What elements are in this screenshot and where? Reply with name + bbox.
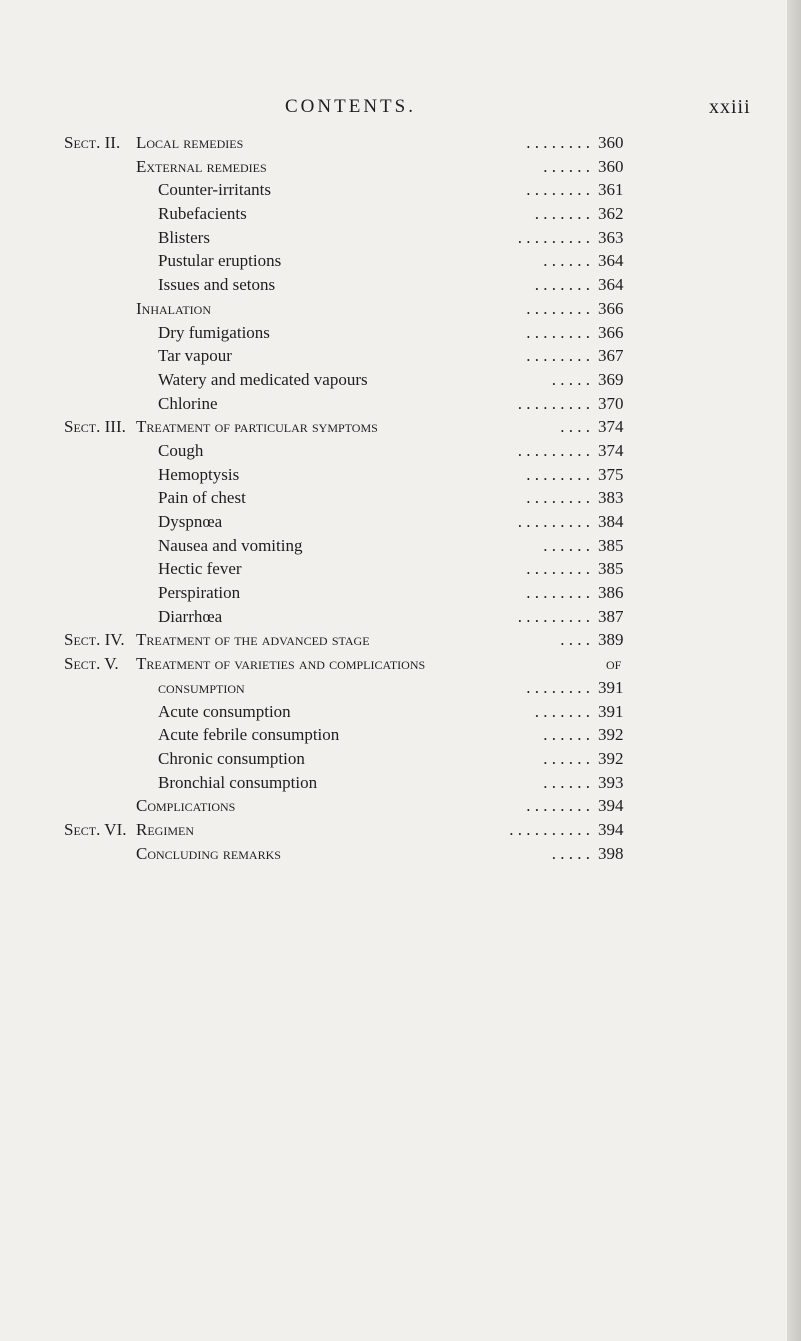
dot-leader: . . . . . . . . . xyxy=(517,227,590,247)
dot-leader: . . . . . . . . xyxy=(526,488,590,508)
page-reference: 370 xyxy=(598,393,624,413)
page-reference: 366 xyxy=(598,298,624,318)
entry-label: Acute consumption xyxy=(158,701,291,721)
page-reference: 374 xyxy=(598,417,624,437)
page-reference: 364 xyxy=(598,251,624,271)
toc-entry xyxy=(0,178,801,202)
dot-leader: . . . . xyxy=(560,630,590,650)
dot-leader: . . . . . xyxy=(551,843,590,863)
toc-entry xyxy=(0,628,801,652)
page-reference: 398 xyxy=(598,843,624,863)
dot-leader: . . . . . . . . xyxy=(526,677,590,697)
toc-entry xyxy=(0,510,801,534)
dot-leader: . . . . . . xyxy=(543,748,590,768)
dot-leader: . . . . . . xyxy=(543,251,590,271)
dot-leader: . . . . . . . . . . xyxy=(509,819,590,839)
entry-label: Perspiration xyxy=(158,583,241,603)
dot-leader: . . . . . . . . xyxy=(526,464,590,484)
section-number: Sect. V. xyxy=(64,654,119,674)
entry-label: Treatment of varieties and complications xyxy=(136,654,426,674)
dot-leader: . . . . . . xyxy=(543,535,590,555)
toc-entry xyxy=(0,131,801,155)
table-of-contents xyxy=(0,131,801,865)
entry-label: Inhalation xyxy=(136,298,211,318)
page-reference: 391 xyxy=(598,701,624,721)
page-reference: 367 xyxy=(598,346,624,366)
dot-leader: . . . . . . xyxy=(543,725,590,745)
toc-entry xyxy=(0,842,801,866)
toc-entry xyxy=(0,700,801,724)
toc-entry xyxy=(0,226,801,250)
toc-entry xyxy=(0,605,801,629)
dot-leader: . . . . . . . . xyxy=(526,559,590,579)
toc-entry xyxy=(0,415,801,439)
dot-leader: . . . . . . . . . xyxy=(517,512,590,531)
entry-label: Treatment of the advanced stage xyxy=(136,630,370,650)
entry-label: Counter-irritants xyxy=(158,180,271,200)
page-reference: 362 xyxy=(598,204,624,224)
entry-label: Hemoptysis xyxy=(158,464,240,484)
toc-entry xyxy=(0,439,801,463)
page-header xyxy=(0,96,801,126)
page-reference: 387 xyxy=(598,606,624,626)
toc-entry xyxy=(0,486,801,510)
page-reference: 389 xyxy=(598,630,624,650)
page-reference: 392 xyxy=(598,725,624,745)
section-number: Sect. II. xyxy=(64,133,121,152)
toc-entry xyxy=(0,321,801,345)
dot-leader: . . . . . . . xyxy=(534,275,590,295)
page-reference: 366 xyxy=(598,322,624,342)
section-number: Sect. III. xyxy=(64,417,126,437)
dot-leader: . . . . . . xyxy=(543,156,590,176)
toc-entry xyxy=(0,368,801,392)
entry-label: Cough xyxy=(158,440,204,460)
entry-label: Watery and medicated vapours xyxy=(158,369,368,389)
entry-label: External remedies xyxy=(136,156,267,176)
dot-leader: . . . . . . . . xyxy=(526,298,590,318)
toc-entry xyxy=(0,676,801,700)
toc-entry xyxy=(0,202,801,226)
dot-leader: . . . . . . . xyxy=(534,701,590,721)
page-reference: 361 xyxy=(598,180,624,200)
page-reference: 374 xyxy=(598,440,624,460)
page-reference: 385 xyxy=(598,535,624,555)
entry-label: Concluding remarks xyxy=(136,843,281,863)
dot-leader: . . . . . . . . xyxy=(526,796,590,816)
dot-leader: . . . . xyxy=(560,417,590,437)
page-reference: 360 xyxy=(598,133,624,152)
entry-label: Acute febrile consumption xyxy=(158,725,340,745)
page-reference: 364 xyxy=(598,275,624,295)
toc-entry xyxy=(0,581,801,605)
page-reference: 375 xyxy=(598,464,624,484)
entry-label: Dry fumigations xyxy=(158,322,270,342)
entry-label: Hectic fever xyxy=(158,559,242,579)
page-reference: 394 xyxy=(598,796,624,816)
entry-label: Nausea and vomiting xyxy=(158,535,303,555)
entry-label: consumption xyxy=(158,677,245,697)
toc-entry xyxy=(0,249,801,273)
entry-label: Diarrhœa xyxy=(158,606,223,626)
page-number: xxiii xyxy=(709,96,751,118)
page-reference: 360 xyxy=(598,156,624,176)
dot-leader: . . . . . . . . xyxy=(526,133,590,152)
dot-leader: . . . . . . . . . xyxy=(517,606,590,626)
page-reference: 369 xyxy=(598,369,624,389)
dot-leader: . . . . . xyxy=(551,369,590,389)
entry-label: Chlorine xyxy=(158,393,218,413)
dot-leader: . . . . . . . . xyxy=(526,346,590,366)
page-reference: 393 xyxy=(598,772,624,792)
toc-entry xyxy=(0,747,801,771)
entry-label: Tar vapour xyxy=(158,346,232,366)
entry-label: Rubefacients xyxy=(158,204,247,224)
toc-entry xyxy=(0,771,801,795)
entry-label: Pustular eruptions xyxy=(158,251,282,271)
dot-leader: . . . . . . . xyxy=(534,204,590,224)
toc-entry xyxy=(0,794,801,818)
page-reference: 391 xyxy=(598,677,624,697)
dot-leader: . . . . . . . . xyxy=(526,583,590,603)
dot-leader: . . . . . . . . xyxy=(526,322,590,342)
entry-label: Regimen xyxy=(136,819,194,839)
toc-entry xyxy=(0,463,801,487)
entry-label: Bronchial consumption xyxy=(158,772,318,792)
entry-label: Issues and setons xyxy=(158,275,276,295)
toc-entry xyxy=(0,723,801,747)
toc-entry xyxy=(0,652,801,676)
toc-entry xyxy=(0,297,801,321)
page-reference: 385 xyxy=(598,559,624,579)
dot-leader: . . . . . . . . . xyxy=(517,393,590,413)
entry-label: Local remedies xyxy=(136,133,244,152)
entry-label-continuation: of xyxy=(606,654,622,674)
dot-leader: . . . . . . . . xyxy=(526,180,590,200)
page-reference: 394 xyxy=(598,819,624,839)
toc-entry xyxy=(0,534,801,558)
page-reference: 384 xyxy=(598,512,624,531)
entry-label: Complications xyxy=(136,796,236,816)
entry-label: Chronic consumption xyxy=(158,748,305,768)
toc-entry xyxy=(0,155,801,179)
entry-label: Blisters xyxy=(158,227,210,247)
toc-entry xyxy=(0,818,801,842)
toc-entry xyxy=(0,392,801,416)
entry-label: Dyspnœa xyxy=(158,512,223,531)
dot-leader: . . . . . . xyxy=(543,772,590,792)
section-number: Sect. VI. xyxy=(64,819,127,839)
entry-label: Treatment of particular symptoms xyxy=(136,417,378,437)
dot-leader: . . . . . . . . . xyxy=(517,440,590,460)
toc-entry xyxy=(0,557,801,581)
toc-entry xyxy=(0,344,801,368)
page-reference: 392 xyxy=(598,748,624,768)
entry-label: Pain of chest xyxy=(158,488,246,508)
page-reference: 383 xyxy=(598,488,624,508)
page-reference: 386 xyxy=(598,583,624,603)
running-title: CONTENTS. xyxy=(285,96,416,117)
section-number: Sect. IV. xyxy=(64,630,125,650)
page-reference: 363 xyxy=(598,227,624,247)
toc-entry xyxy=(0,273,801,297)
